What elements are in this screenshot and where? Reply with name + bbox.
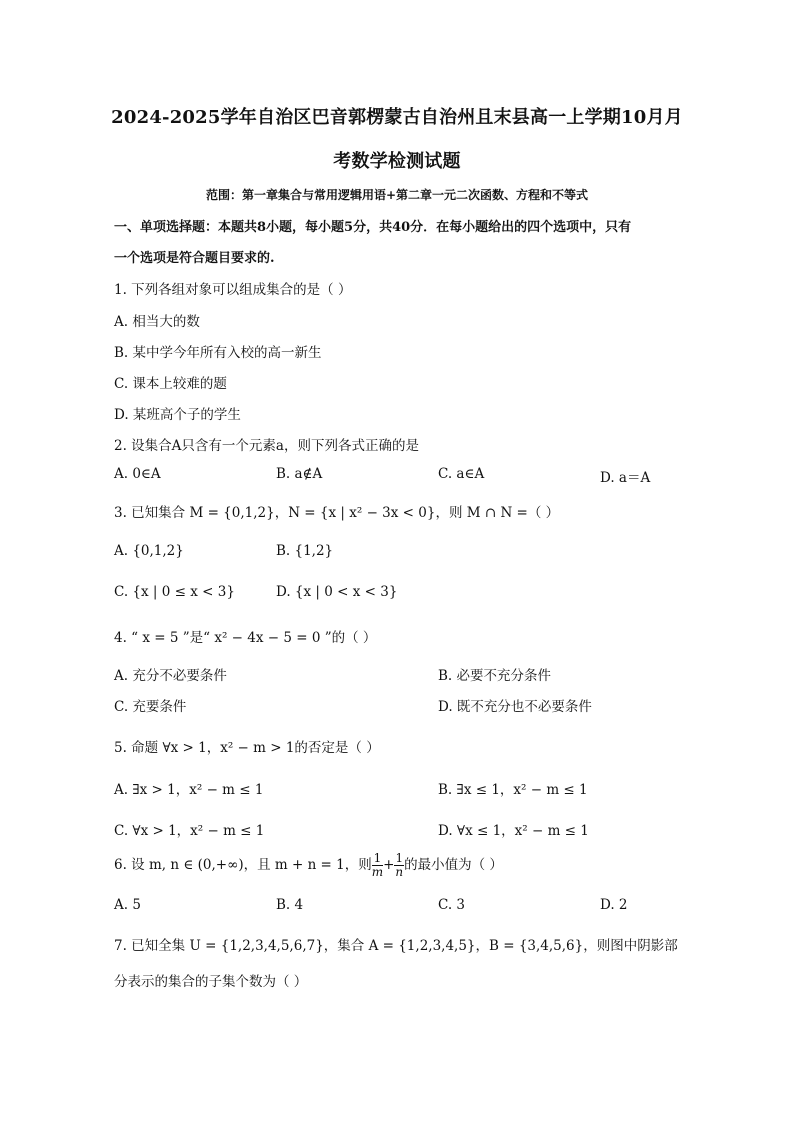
q6-option-b: B. 4	[276, 897, 304, 913]
q1-option-a: A. 相当大的数	[114, 314, 200, 330]
q3-option-c: C. {x | 0 ≤ x < 3}	[114, 584, 235, 600]
exam-title-line1: 2024-2025学年自治区巴音郭楞蒙古自治州且末县高一上学期10月月	[111, 107, 683, 128]
q5-option-d: D. ∀x ≤ 1，x² − m ≤ 1	[438, 823, 589, 839]
q2-stem: 2. 设集合A只含有一个元素a，则下列各式正确的是	[114, 438, 419, 454]
exam-title-line2: 考数学检测试题	[333, 151, 461, 172]
section1-heading-line2: 一个选项是符合题目要求的.	[114, 251, 275, 266]
q6-option-d: D. 2	[600, 897, 628, 913]
q4-stem: 4. “ x = 5 ”是“ x² − 4x − 5 = 0 ”的（ ）	[114, 630, 377, 646]
q6-fraction-1-denominator: m	[371, 865, 384, 879]
section1-heading-line1: 一、单项选择题：本题共8小题，每小题5分，共40分．在每小题给出的四个选项中，只有	[114, 220, 632, 235]
exam-range: 范围：第一章集合与常用逻辑用语+第二章一元二次函数、方程和不等式	[205, 188, 589, 202]
q2-option-b: B. a∉A	[276, 466, 323, 482]
q4-option-d: D. 既不充分也不必要条件	[438, 699, 592, 715]
q6-stem-pre: 6. 设 m, n ∈ (0,+∞)，且 m + n = 1，则	[114, 857, 372, 873]
q6-stem-post: 的最小值为（ ）	[404, 857, 503, 873]
q1-stem: 1. 下列各组对象可以组成集合的是（ ）	[114, 282, 352, 298]
q6-stem	[114, 852, 503, 879]
q6-fraction-2-denominator: n	[395, 865, 404, 879]
q6-option-c: C. 3	[438, 897, 466, 913]
q6-fraction-2	[394, 852, 404, 879]
q4-option-a: A. 充分不必要条件	[114, 668, 227, 684]
q6-option-a: A. 5	[114, 897, 141, 913]
q2-option-c: C. a∈A	[438, 466, 485, 482]
q5-stem: 5. 命题 ∀x > 1，x² − m > 1的否定是（ ）	[114, 740, 380, 756]
q4-option-c: C. 充要条件	[114, 699, 187, 715]
q6-fraction-1-numerator: 1	[373, 851, 382, 865]
q6-plus-sign: +	[383, 857, 395, 873]
q6-fraction-2-numerator: 1	[395, 851, 404, 865]
q6-fraction-1	[372, 852, 383, 879]
q2-option-a: A. 0∈A	[114, 466, 161, 482]
q5-option-a: A. ∃x > 1，x² − m ≤ 1	[114, 782, 264, 798]
q3-option-d: D. {x | 0 < x < 3}	[276, 584, 398, 600]
q3-option-b: B. {1,2}	[276, 543, 334, 559]
q7-stem-line2: 分表示的集合的子集个数为（ ）	[114, 974, 308, 990]
q1-option-d: D. 某班高个子的学生	[114, 407, 241, 423]
q2-option-d: D. a＝A	[600, 470, 651, 486]
q3-option-a: A. {0,1,2}	[114, 543, 184, 559]
q5-option-c: C. ∀x > 1，x² − m ≤ 1	[114, 823, 265, 839]
q5-option-b: B. ∃x ≤ 1，x² − m ≤ 1	[438, 782, 588, 798]
q7-stem-line1: 7. 已知全集 U = {1,2,3,4,5,6,7}，集合 A = {1,2,3,4,5}，B = {3,4,5,6}，则图中阴影部	[114, 938, 678, 954]
q3-stem: 3. 已知集合 M = {0,1,2}，N = {x | x² − 3x < 0}，则 M ∩ N =（ ）	[114, 505, 560, 521]
q4-option-b: B. 必要不充分条件	[438, 668, 552, 684]
q1-option-c: C. 课本上较难的题	[114, 376, 227, 392]
q1-option-b: B. 某中学今年所有入校的高一新生	[114, 345, 322, 361]
